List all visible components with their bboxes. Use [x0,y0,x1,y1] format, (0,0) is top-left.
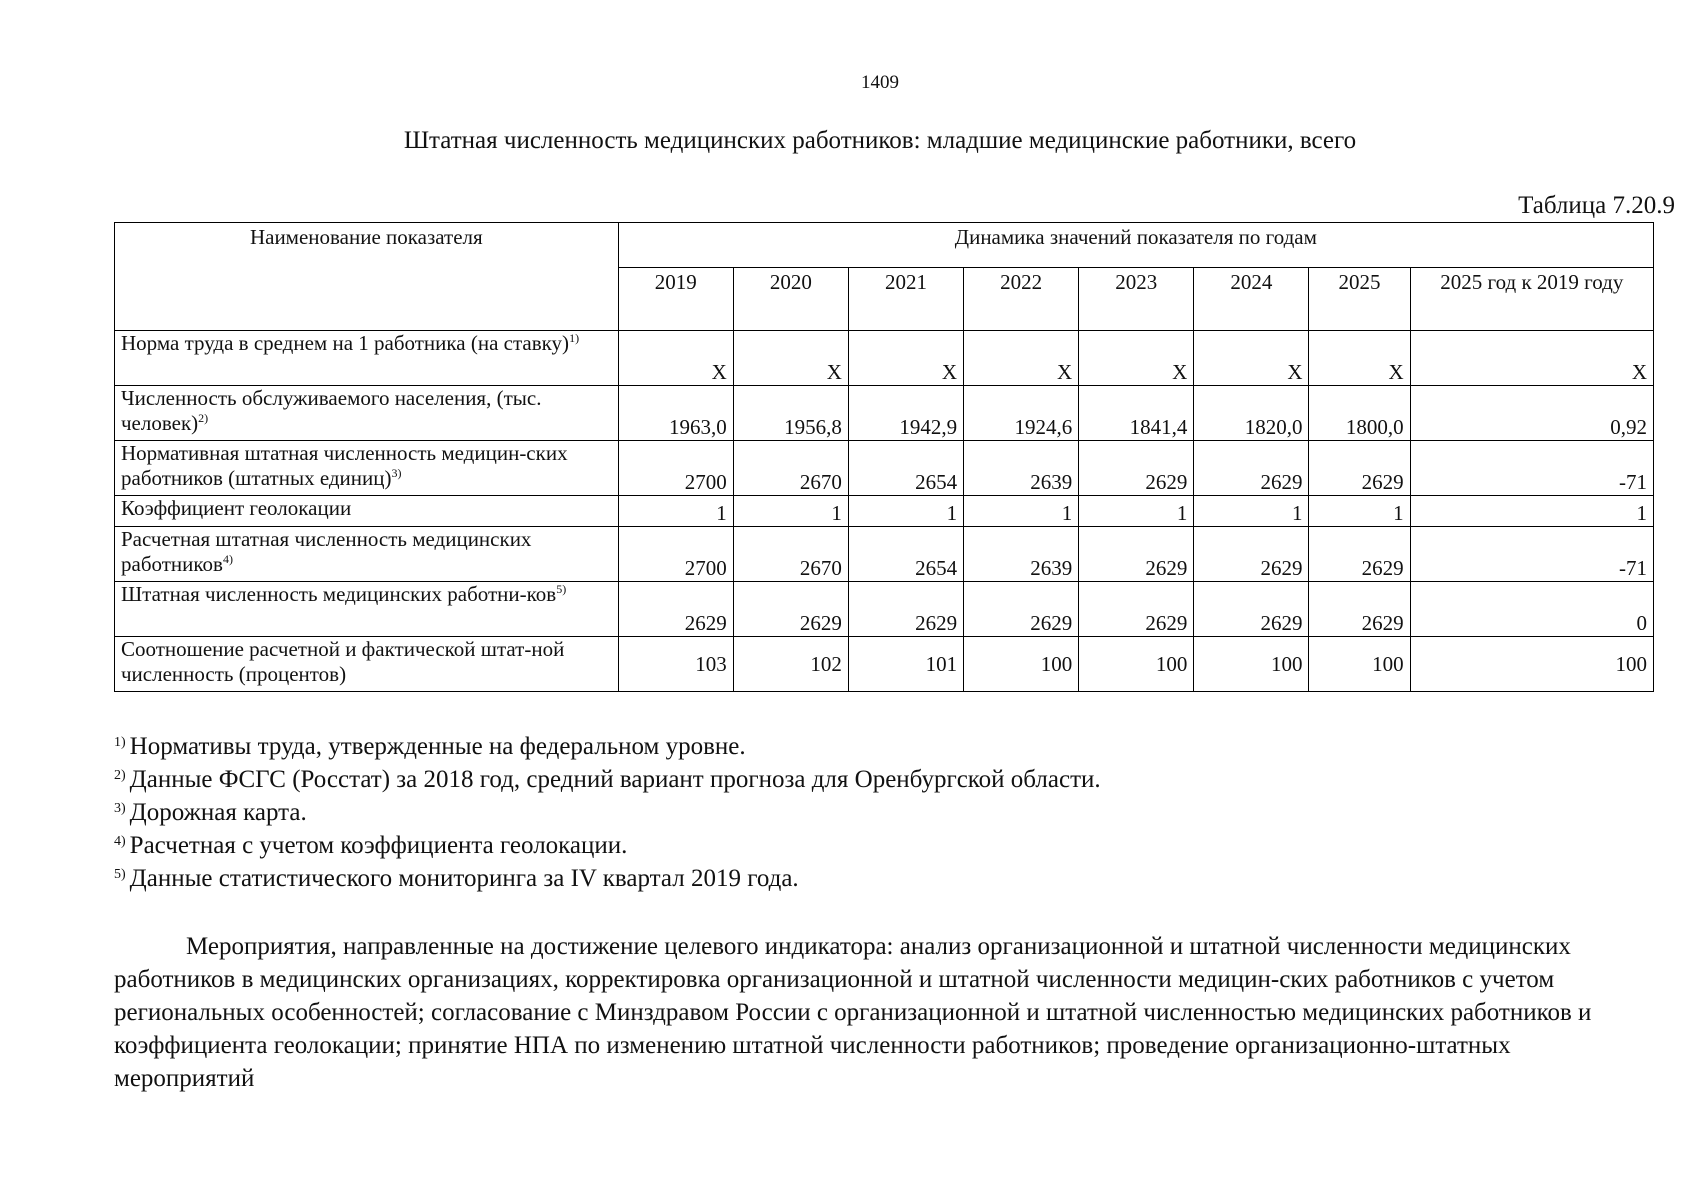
cell-value: 2654 [848,527,963,582]
header-year-comparison: 2025 год к 2019 году [1410,268,1653,331]
cell-value: 2639 [964,441,1079,496]
cell-value: 1956,8 [733,386,848,441]
header-years-group: Динамика значений показателя по годам [618,223,1653,268]
cell-value: 1 [1079,496,1194,527]
footnote-text: Нормативы труда, утвержденные на федеральном уровне. [129,733,746,760]
cell-value: 103 [618,637,733,692]
cell-change-2025-vs-2019: 0,92 [1410,386,1653,441]
footnote-mark: 3) [114,801,126,816]
header-year: 2023 [1079,268,1194,331]
row-indicator-name [115,527,619,582]
header-indicator-name: Наименование показателя [115,223,619,331]
table-row [115,441,1654,496]
row-label: Соотношение расчетной и фактической штат-ной численность (процентов) [121,637,565,686]
cell-value: 2700 [618,527,733,582]
header-year: 2022 [964,268,1079,331]
cell-value: 1 [618,496,733,527]
cell-value: 2700 [618,441,733,496]
cell-value: Х [1079,331,1194,386]
footnote-reference: 3) [391,466,402,480]
row-label: Численность обслуживаемого населения, (тыс. человек) [121,386,542,435]
page-number: 1409 [861,72,899,93]
row-indicator-name [115,386,619,441]
cell-value: Х [1194,331,1309,386]
cell-value: 2629 [618,582,733,637]
footnote-text: Данные статистического мониторинга за IV квартал 2019 года. [129,865,799,892]
cell-value: 2629 [1309,441,1410,496]
footnote-reference: 4) [222,552,233,566]
table-row [115,386,1654,441]
cell-value: 1 [848,496,963,527]
cell-value: 2629 [733,582,848,637]
cell-value: 101 [848,637,963,692]
footnotes [114,730,1101,895]
cell-value: 2654 [848,441,963,496]
cell-value: 1 [733,496,848,527]
cell-value: 100 [1079,637,1194,692]
footnote-text: Расчетная с учетом коэффициента геолокации. [129,832,628,859]
document-title: Штатная численность медицинских работников: младшие медицинские работники, всего [403,127,1357,154]
footnote-text: Данные ФСГС (Росстат) за 2018 год, средний вариант прогноза для Оренбургской области. [129,766,1101,793]
indicator-table [114,222,1654,692]
cell-value: 2629 [1079,582,1194,637]
row-indicator-name [115,582,619,637]
cell-change-2025-vs-2019: 1 [1410,496,1653,527]
cell-value: 100 [1194,637,1309,692]
cell-value: 2629 [1309,582,1410,637]
cell-change-2025-vs-2019: -71 [1410,441,1653,496]
table-row [115,331,1654,386]
cell-value: 2629 [1079,527,1194,582]
cell-value: 100 [964,637,1079,692]
footnote-text: Дорожная карта. [129,799,307,826]
cell-value: 2629 [1194,441,1309,496]
footnote-reference: 1) [569,331,580,345]
row-indicator-name [115,496,619,527]
cell-value: 1 [1309,496,1410,527]
cell-value: Х [733,331,848,386]
cell-value: 2629 [1079,441,1194,496]
cell-value: 2629 [848,582,963,637]
cell-value: 2629 [964,582,1079,637]
cell-value: Х [618,331,733,386]
footnote-mark: 4) [114,834,126,849]
table-row [115,527,1654,582]
table-row [115,637,1654,692]
cell-value: 100 [1309,637,1410,692]
cell-value: 2629 [1194,527,1309,582]
footnote-reference: 5) [556,582,567,596]
footnote-mark: 5) [114,867,126,882]
table-row [115,582,1654,637]
cell-change-2025-vs-2019: 0 [1410,582,1653,637]
header-year: 2021 [848,268,963,331]
cell-value: Х [848,331,963,386]
cell-value: 1800,0 [1309,386,1410,441]
footnote-mark: 1) [114,735,126,750]
footnote [114,862,1101,895]
cell-value: 2670 [733,527,848,582]
header-year: 2019 [618,268,733,331]
footnote [114,763,1101,796]
footnote-mark: 2) [114,768,126,783]
cell-value: Х [1309,331,1410,386]
cell-value: 1841,4 [1079,386,1194,441]
cell-change-2025-vs-2019: Х [1410,331,1653,386]
row-indicator-name [115,441,619,496]
cell-value: 1 [1194,496,1309,527]
row-label: Расчетная штатная численность медицинских работников [121,527,532,576]
row-label: Коэффициент геолокации [121,496,352,520]
row-label: Норма труда в среднем на 1 работника (на ставку) [121,331,570,355]
footnote [114,730,1101,763]
cell-value: Х [964,331,1079,386]
cell-value: 2670 [733,441,848,496]
cell-value: 2629 [1194,582,1309,637]
cell-value: 1820,0 [1194,386,1309,441]
row-label: Нормативная штатная численность медицин-ских работников (штатных единиц) [121,441,568,490]
measures-paragraph [114,930,1654,1095]
cell-value: 2639 [964,527,1079,582]
cell-value: 1942,9 [848,386,963,441]
table-row [115,496,1654,527]
cell-change-2025-vs-2019: -71 [1410,527,1653,582]
row-label: Штатная численность медицинских работни-ков [121,582,557,606]
header-year: 2025 [1309,268,1410,331]
table-label: Таблица 7.20.9 [1518,192,1675,219]
header-year: 2024 [1194,268,1309,331]
cell-value: 1 [964,496,1079,527]
footnote [114,829,1101,862]
cell-value: 102 [733,637,848,692]
header-year: 2020 [733,268,848,331]
row-indicator-name [115,331,619,386]
cell-value: 1924,6 [964,386,1079,441]
cell-value: 1963,0 [618,386,733,441]
footnote [114,796,1101,829]
row-indicator-name [115,637,619,692]
cell-change-2025-vs-2019: 100 [1410,637,1653,692]
footnote-reference: 2) [198,411,209,425]
cell-value: 2629 [1309,527,1410,582]
table-body [115,331,1654,692]
measures-text: Мероприятия, направленные на достижение целевого индикатора: анализ организационной и штатной численности медицинских работников в медицинских организациях, корректировка организационной и штатной численности медицин-ских работников с учетом региональных особенностей; согласование с Минздравом России с организационной и штатной численностью медицинских работников и коэффициента геолокации; принятие НПА по изменению штатной численности работников; проведение организационно-штатных мероприятий [114,933,1592,1092]
